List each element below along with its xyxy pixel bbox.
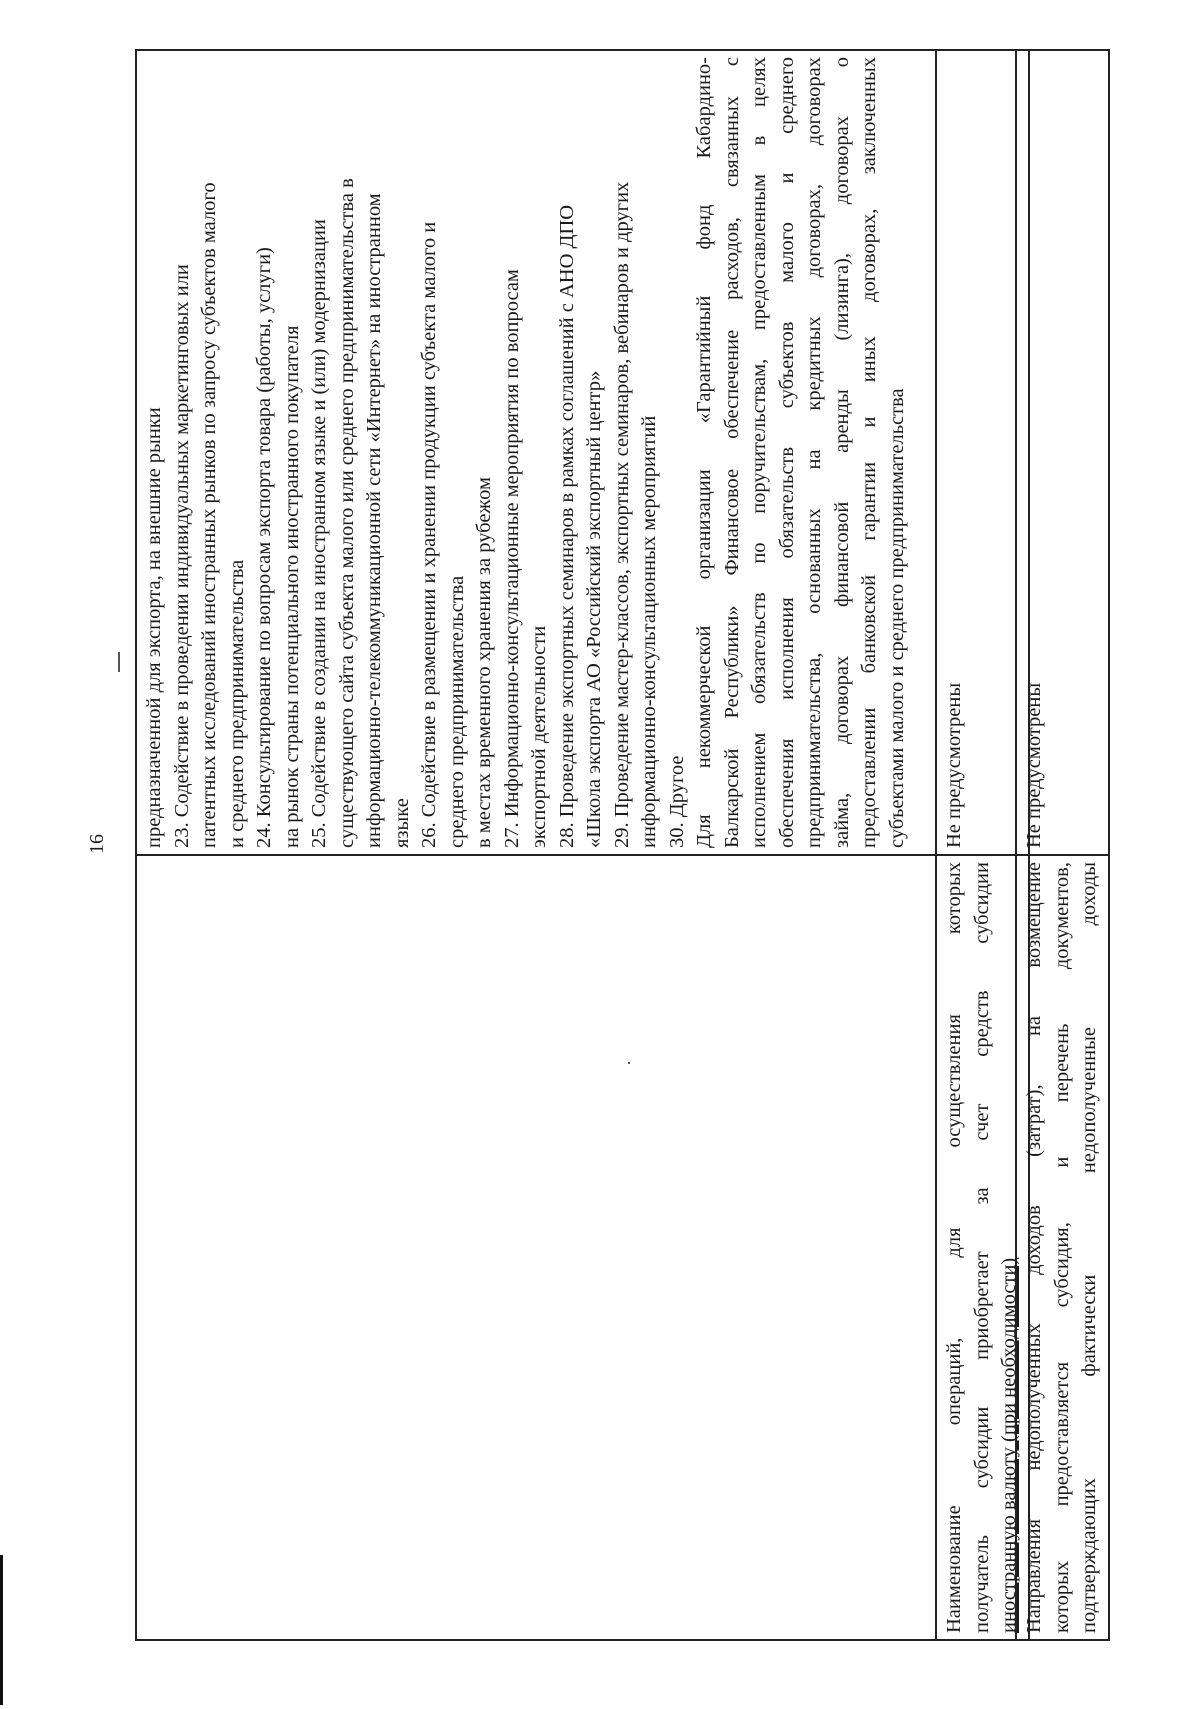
paragraph-line: субъектами малого и среднего предпринимательства bbox=[885, 388, 908, 848]
list-item: существующего сайта субъекта малого или среднего предпринимательства в bbox=[335, 178, 358, 848]
paragraph-line: предоставлении банковской гарантии и иных договорах, заключенных bbox=[858, 57, 880, 848]
rotated-table-container bbox=[135, 51, 1020, 1641]
paragraph-line: исполнением обязательств по поручительствам, предоставленным в целях bbox=[748, 57, 770, 848]
list-item: 26. Содействие в размещении и хранении продукции субъекта малого и bbox=[418, 221, 440, 848]
list-item: 27. Информационно-консультационные мероприятия по вопросам bbox=[500, 269, 523, 848]
paragraph-line: обеспечения исполнения обязательств субъектов малого и среднего bbox=[775, 57, 798, 848]
list-item: и среднего предпринимательства bbox=[225, 559, 248, 848]
list-item: информационно-консультационных мероприятий bbox=[638, 415, 660, 848]
list-item: 24. Консультирование по вопросам экспорта товара (работы, услуги) bbox=[253, 247, 275, 848]
document-table bbox=[135, 49, 1030, 1641]
scan-artifact-line bbox=[118, 652, 120, 672]
list-item: «Школа экспорта АО «Российский экспортный центр» bbox=[583, 370, 605, 848]
list-item: 23. Содействие в проведении индивидуальных маркетинговых или bbox=[170, 264, 193, 848]
paragraph-line: займа, договорах финансовой аренды (лизинга), договорах о bbox=[830, 57, 853, 848]
list-item: патентных исследований иностранных рынков по запросу субъектов малого bbox=[198, 182, 220, 848]
list-item: среднего предпринимательства bbox=[445, 575, 468, 848]
table-row-continuation bbox=[136, 50, 936, 1640]
directions-label-line: Направления недополученных доходов (затрат), на возмещение bbox=[1023, 862, 1045, 1633]
list-item: информационно-телекоммуникационной сети «Интернет» на иностранном bbox=[363, 193, 385, 848]
list-item: на рынок страны потенциального иностранного покупателя bbox=[280, 325, 303, 848]
directions-label-cell bbox=[1016, 855, 1109, 1640]
currency-label-line: получатель субсидии приобретает за счет средств субсидии bbox=[970, 862, 993, 1633]
directions-value-cell bbox=[1016, 50, 1109, 855]
currency-label-line: Наименование операций, для осуществления которых bbox=[943, 862, 965, 1633]
scan-artifact-edge bbox=[0, 1555, 3, 1705]
paragraph-line: предпринимательства, основанных на кредитных договорах, договорах bbox=[803, 57, 825, 848]
directions-value: Не предусмотрены bbox=[1023, 682, 1045, 848]
currency-label-line: иностранную валюту (при необходимости) bbox=[998, 1257, 1020, 1633]
paragraph-line: Балкарской Республики» Финансовое обеспечение расходов, связанных с bbox=[720, 57, 743, 848]
list-item: экспортной деятельности bbox=[528, 625, 550, 848]
list-item: 30. Другое bbox=[665, 755, 688, 848]
table-row-directions bbox=[1016, 50, 1109, 1640]
list-item: 25. Содействие в создании на иностранном языке и (или) модернизации bbox=[308, 219, 330, 848]
directions-label-line: которых предоставляется субсидия, и перечень документов, bbox=[1050, 862, 1073, 1633]
list-item: языке bbox=[390, 798, 413, 848]
currency-value: Не предусмотрены bbox=[943, 682, 965, 848]
directions-label-line: подтверждающих фактически недополученные доходы bbox=[1078, 862, 1100, 1633]
directions-table bbox=[1015, 49, 1110, 1641]
continuation-label-cell bbox=[136, 855, 936, 1640]
list-item: предназначенной для экспорта, на внешние рынки bbox=[143, 407, 165, 848]
list-item: в местах временного хранения за рубежом bbox=[473, 477, 495, 848]
rotated-directions-container bbox=[1015, 51, 1105, 1641]
list-item: 28. Проведение экспортных семинаров в рамках соглашений с АНО ДПО bbox=[555, 204, 578, 848]
continuation-value-cell bbox=[136, 50, 936, 855]
paragraph-line: Для некоммерческой организации «Гарантийный фонд Кабардино- bbox=[693, 57, 715, 848]
page-number: 16 bbox=[86, 834, 108, 854]
list-item: 29. Проведение мастер-классов, экспортных семинаров, вебинаров и других bbox=[610, 181, 633, 848]
